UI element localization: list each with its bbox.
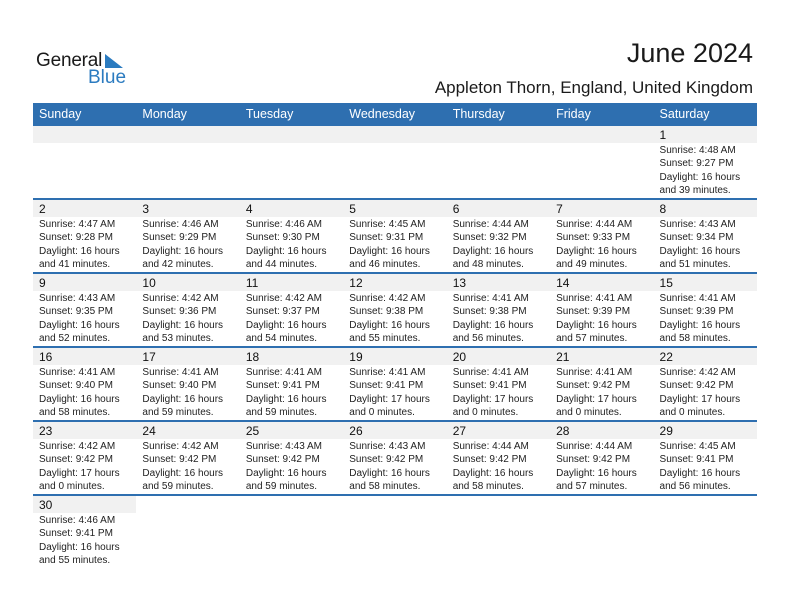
day-cell [343, 200, 446, 272]
daylight-text: Daylight: 17 hours [349, 393, 430, 405]
minutes-text: and 58 minutes. [349, 480, 421, 492]
week-row [33, 496, 757, 568]
minutes-text: and 54 minutes. [245, 332, 318, 344]
daylight-text: Daylight: 16 hours [452, 245, 534, 257]
day-number: 21 [550, 348, 653, 365]
day-info [654, 217, 757, 272]
sunrise-text: Sunrise: 4:43 AM [659, 219, 736, 230]
location-subtitle: Appleton Thorn, England, United Kingdom [434, 78, 753, 97]
day-cell [550, 126, 653, 198]
day-cell [343, 496, 446, 568]
week-row [33, 348, 757, 422]
day-number [550, 126, 653, 143]
sunset-text: Sunset: 9:42 PM [659, 380, 734, 392]
day-number: 28 [550, 422, 653, 439]
sunset-text: Sunset: 9:38 PM [349, 306, 424, 318]
weekday-tuesday: Tuesday [245, 107, 294, 121]
day-number [136, 126, 239, 143]
sunset-text: Sunset: 9:31 PM [349, 232, 424, 244]
sunset-text: Sunset: 9:32 PM [452, 232, 527, 244]
day-info [447, 365, 550, 420]
daylight-text: Daylight: 16 hours [452, 319, 534, 331]
minutes-text: and 55 minutes. [39, 554, 111, 566]
sunrise-text: Sunrise: 4:44 AM [556, 219, 633, 230]
sunset-text: Sunset: 9:41 PM [245, 380, 320, 392]
daylight-text: Daylight: 16 hours [245, 467, 327, 479]
day-number: 14 [550, 274, 653, 291]
daylight-text: Daylight: 16 hours [39, 245, 120, 257]
day-info [550, 365, 653, 420]
daylight-text: Daylight: 16 hours [556, 467, 637, 479]
day-number: 27 [447, 422, 550, 439]
daylight-text: Daylight: 16 hours [39, 541, 120, 553]
weekday-wednesday: Wednesday [349, 107, 416, 121]
sunrise-text: Sunrise: 4:41 AM [556, 367, 633, 378]
day-cell [654, 496, 757, 568]
daylight-text: Daylight: 17 hours [659, 393, 741, 405]
minutes-text: and 58 minutes. [39, 406, 111, 418]
day-cell [33, 496, 136, 568]
day-number: 1 [654, 126, 757, 143]
weekday-sunday: Sunday [39, 107, 82, 121]
daylight-text: Daylight: 16 hours [556, 245, 637, 257]
page-title: June 2024 [626, 38, 753, 68]
sunset-text: Sunset: 9:27 PM [659, 158, 734, 170]
day-info [343, 143, 446, 198]
day-info [447, 439, 550, 494]
sunrise-text: Sunrise: 4:44 AM [556, 441, 633, 452]
sunrise-text: Sunrise: 4:41 AM [452, 367, 529, 378]
logo [36, 50, 136, 90]
day-number [33, 126, 136, 143]
day-info [33, 291, 136, 346]
daylight-text: Daylight: 16 hours [142, 393, 224, 405]
day-cell [654, 274, 757, 346]
daylight-text: Daylight: 16 hours [349, 467, 430, 479]
daylight-text: Daylight: 17 hours [39, 467, 120, 479]
day-number: 13 [447, 274, 550, 291]
day-number: 24 [136, 422, 239, 439]
sunset-text: Sunset: 9:29 PM [142, 232, 217, 244]
day-cell [447, 422, 550, 494]
day-number: 18 [240, 348, 343, 365]
day-info [33, 143, 136, 198]
day-cell [343, 274, 446, 346]
day-number [240, 126, 343, 143]
day-info [33, 365, 136, 420]
day-cell [343, 422, 446, 494]
sunrise-text: Sunrise: 4:42 AM [39, 441, 116, 452]
daylight-text: Daylight: 16 hours [245, 245, 327, 257]
minutes-text: and 59 minutes. [142, 480, 214, 492]
sunrise-text: Sunrise: 4:42 AM [659, 367, 736, 378]
weekday-monday: Monday [142, 107, 187, 121]
weekday-thursday: Thursday [452, 107, 505, 121]
minutes-text: and 53 minutes. [142, 332, 214, 344]
day-cell [33, 348, 136, 420]
day-cell [343, 126, 446, 198]
day-info [240, 143, 343, 198]
day-info [136, 143, 239, 198]
minutes-text: and 0 minutes. [39, 480, 105, 492]
minutes-text: and 58 minutes. [452, 480, 524, 492]
day-cell [136, 274, 239, 346]
day-cell [33, 274, 136, 346]
day-cell [240, 348, 343, 420]
sunrise-text: Sunrise: 4:47 AM [39, 219, 116, 230]
sunset-text: Sunset: 9:41 PM [39, 528, 113, 540]
day-number [343, 126, 446, 143]
day-info [550, 143, 653, 198]
day-cell [654, 422, 757, 494]
day-info [343, 365, 446, 420]
day-number: 6 [447, 200, 550, 217]
sunset-text: Sunset: 9:36 PM [142, 306, 217, 318]
logo-general-text: General [36, 50, 103, 71]
minutes-text: and 0 minutes. [452, 406, 519, 418]
day-cell [447, 274, 550, 346]
daylight-text: Daylight: 16 hours [659, 319, 741, 331]
sunrise-text: Sunrise: 4:43 AM [349, 441, 426, 452]
minutes-text: and 58 minutes. [659, 332, 731, 344]
sunset-text: Sunset: 9:42 PM [142, 454, 217, 466]
day-cell [240, 126, 343, 198]
minutes-text: and 0 minutes. [659, 406, 726, 418]
day-info [136, 439, 239, 494]
day-cell [240, 274, 343, 346]
day-number: 16 [33, 348, 136, 365]
day-number: 30 [33, 496, 136, 513]
sunrise-text: Sunrise: 4:42 AM [245, 293, 322, 304]
sunrise-text: Sunrise: 4:46 AM [245, 219, 322, 230]
day-number: 8 [654, 200, 757, 217]
day-number: 4 [240, 200, 343, 217]
day-number: 11 [240, 274, 343, 291]
sunset-text: Sunset: 9:34 PM [659, 232, 734, 244]
day-info [654, 143, 757, 198]
day-cell [654, 126, 757, 198]
day-number: 7 [550, 200, 653, 217]
sunset-text: Sunset: 9:41 PM [349, 380, 424, 392]
daylight-text: Daylight: 16 hours [556, 319, 637, 331]
day-info [136, 217, 239, 272]
week-row [33, 422, 757, 496]
daylight-text: Daylight: 16 hours [349, 319, 430, 331]
day-cell [240, 496, 343, 568]
day-cell [550, 422, 653, 494]
day-cell [447, 496, 550, 568]
day-info [136, 291, 239, 346]
minutes-text: and 56 minutes. [452, 332, 524, 344]
minutes-text: and 44 minutes. [245, 258, 318, 270]
minutes-text: and 57 minutes. [556, 332, 628, 344]
day-info [654, 291, 757, 346]
sunrise-text: Sunrise: 4:42 AM [142, 441, 219, 452]
daylight-text: Daylight: 16 hours [142, 245, 224, 257]
daylight-text: Daylight: 16 hours [142, 467, 224, 479]
day-number: 22 [654, 348, 757, 365]
day-cell [550, 496, 653, 568]
day-cell [447, 126, 550, 198]
daylight-text: Daylight: 16 hours [659, 467, 741, 479]
sunset-text: Sunset: 9:30 PM [245, 232, 320, 244]
minutes-text: and 59 minutes. [142, 406, 214, 418]
day-cell [240, 200, 343, 272]
day-info [33, 439, 136, 494]
sunset-text: Sunset: 9:42 PM [556, 380, 631, 392]
day-cell [447, 348, 550, 420]
day-number: 12 [343, 274, 446, 291]
sunrise-text: Sunrise: 4:43 AM [39, 293, 116, 304]
sunset-text: Sunset: 9:37 PM [245, 306, 320, 318]
minutes-text: and 0 minutes. [556, 406, 622, 418]
day-info [550, 291, 653, 346]
day-cell [654, 200, 757, 272]
minutes-text: and 41 minutes. [39, 258, 111, 270]
sunrise-text: Sunrise: 4:41 AM [142, 367, 219, 378]
day-cell [33, 200, 136, 272]
daylight-text: Daylight: 16 hours [659, 245, 741, 257]
minutes-text: and 0 minutes. [349, 406, 415, 418]
day-info [240, 439, 343, 494]
day-number: 9 [33, 274, 136, 291]
day-cell [550, 348, 653, 420]
minutes-text: and 59 minutes. [245, 480, 318, 492]
day-info [33, 217, 136, 272]
sunrise-text: Sunrise: 4:41 AM [39, 367, 116, 378]
day-info [240, 217, 343, 272]
daylight-text: Daylight: 17 hours [556, 393, 637, 405]
minutes-text: and 59 minutes. [245, 406, 318, 418]
sunset-text: Sunset: 9:35 PM [39, 306, 113, 318]
day-cell [33, 126, 136, 198]
week-row [33, 126, 757, 200]
minutes-text: and 39 minutes. [659, 184, 731, 196]
weekday-header [33, 103, 757, 126]
sunrise-text: Sunrise: 4:41 AM [349, 367, 426, 378]
day-info [343, 439, 446, 494]
sunset-text: Sunset: 9:39 PM [556, 306, 631, 318]
day-number: 15 [654, 274, 757, 291]
sunrise-text: Sunrise: 4:41 AM [659, 293, 736, 304]
sunset-text: Sunset: 9:42 PM [245, 454, 320, 466]
weeks-container [33, 126, 757, 568]
day-info [654, 439, 757, 494]
minutes-text: and 49 minutes. [556, 258, 628, 270]
day-cell [136, 422, 239, 494]
sunset-text: Sunset: 9:38 PM [452, 306, 527, 318]
day-info [343, 291, 446, 346]
day-number: 17 [136, 348, 239, 365]
day-number: 19 [343, 348, 446, 365]
day-number: 10 [136, 274, 239, 291]
sunset-text: Sunset: 9:39 PM [659, 306, 734, 318]
day-number: 2 [33, 200, 136, 217]
sunrise-text: Sunrise: 4:41 AM [245, 367, 322, 378]
day-cell [550, 274, 653, 346]
day-info [447, 143, 550, 198]
calendar-grid [33, 103, 757, 568]
day-info [136, 365, 239, 420]
logo-triangle-icon [105, 54, 123, 68]
day-number: 26 [343, 422, 446, 439]
sunset-text: Sunset: 9:33 PM [556, 232, 631, 244]
day-info [654, 365, 757, 420]
sunrise-text: Sunrise: 4:42 AM [349, 293, 426, 304]
minutes-text: and 51 minutes. [659, 258, 731, 270]
sunrise-text: Sunrise: 4:42 AM [142, 293, 219, 304]
day-cell [136, 200, 239, 272]
daylight-text: Daylight: 16 hours [39, 319, 120, 331]
day-number [447, 126, 550, 143]
day-cell [550, 200, 653, 272]
sunrise-text: Sunrise: 4:45 AM [659, 441, 736, 452]
sunrise-text: Sunrise: 4:48 AM [659, 145, 736, 156]
sunset-text: Sunset: 9:40 PM [142, 380, 217, 392]
day-info [447, 291, 550, 346]
sunrise-text: Sunrise: 4:43 AM [245, 441, 322, 452]
day-cell [136, 126, 239, 198]
day-cell [33, 422, 136, 494]
sunrise-text: Sunrise: 4:41 AM [556, 293, 633, 304]
sunset-text: Sunset: 9:40 PM [39, 380, 113, 392]
day-number: 5 [343, 200, 446, 217]
daylight-text: Daylight: 16 hours [142, 319, 224, 331]
day-number: 20 [447, 348, 550, 365]
day-info [240, 291, 343, 346]
sunset-text: Sunset: 9:42 PM [39, 454, 113, 466]
sunrise-text: Sunrise: 4:45 AM [349, 219, 426, 230]
sunrise-text: Sunrise: 4:44 AM [452, 441, 529, 452]
daylight-text: Daylight: 16 hours [659, 171, 741, 183]
day-number: 3 [136, 200, 239, 217]
day-info [33, 513, 136, 568]
sunrise-text: Sunrise: 4:44 AM [452, 219, 529, 230]
day-info [240, 365, 343, 420]
daylight-text: Daylight: 16 hours [245, 393, 327, 405]
day-info [550, 439, 653, 494]
sunrise-text: Sunrise: 4:41 AM [452, 293, 529, 304]
minutes-text: and 42 minutes. [142, 258, 214, 270]
minutes-text: and 57 minutes. [556, 480, 628, 492]
sunrise-text: Sunrise: 4:46 AM [39, 515, 116, 526]
minutes-text: and 52 minutes. [39, 332, 111, 344]
sunrise-text: Sunrise: 4:46 AM [142, 219, 219, 230]
week-row [33, 274, 757, 348]
day-number: 29 [654, 422, 757, 439]
day-info [343, 217, 446, 272]
daylight-text: Daylight: 16 hours [349, 245, 430, 257]
week-row [33, 200, 757, 274]
minutes-text: and 48 minutes. [452, 258, 524, 270]
weekday-friday: Friday [556, 107, 591, 121]
day-cell [343, 348, 446, 420]
day-number: 23 [33, 422, 136, 439]
minutes-text: and 55 minutes. [349, 332, 421, 344]
daylight-text: Daylight: 16 hours [452, 467, 534, 479]
minutes-text: and 46 minutes. [349, 258, 421, 270]
day-cell [447, 200, 550, 272]
sunset-text: Sunset: 9:42 PM [556, 454, 631, 466]
sunset-text: Sunset: 9:41 PM [659, 454, 734, 466]
sunset-text: Sunset: 9:42 PM [349, 454, 424, 466]
minutes-text: and 56 minutes. [659, 480, 731, 492]
day-number: 25 [240, 422, 343, 439]
weekday-saturday: Saturday [659, 107, 710, 121]
day-info [447, 217, 550, 272]
logo-blue-text: Blue [88, 67, 127, 88]
day-cell [136, 348, 239, 420]
sunset-text: Sunset: 9:28 PM [39, 232, 113, 244]
daylight-text: Daylight: 16 hours [39, 393, 120, 405]
sunset-text: Sunset: 9:41 PM [452, 380, 527, 392]
daylight-text: Daylight: 17 hours [452, 393, 534, 405]
day-cell [654, 348, 757, 420]
daylight-text: Daylight: 16 hours [245, 319, 327, 331]
day-info [550, 217, 653, 272]
day-cell [136, 496, 239, 568]
day-cell [240, 422, 343, 494]
sunset-text: Sunset: 9:42 PM [452, 454, 527, 466]
